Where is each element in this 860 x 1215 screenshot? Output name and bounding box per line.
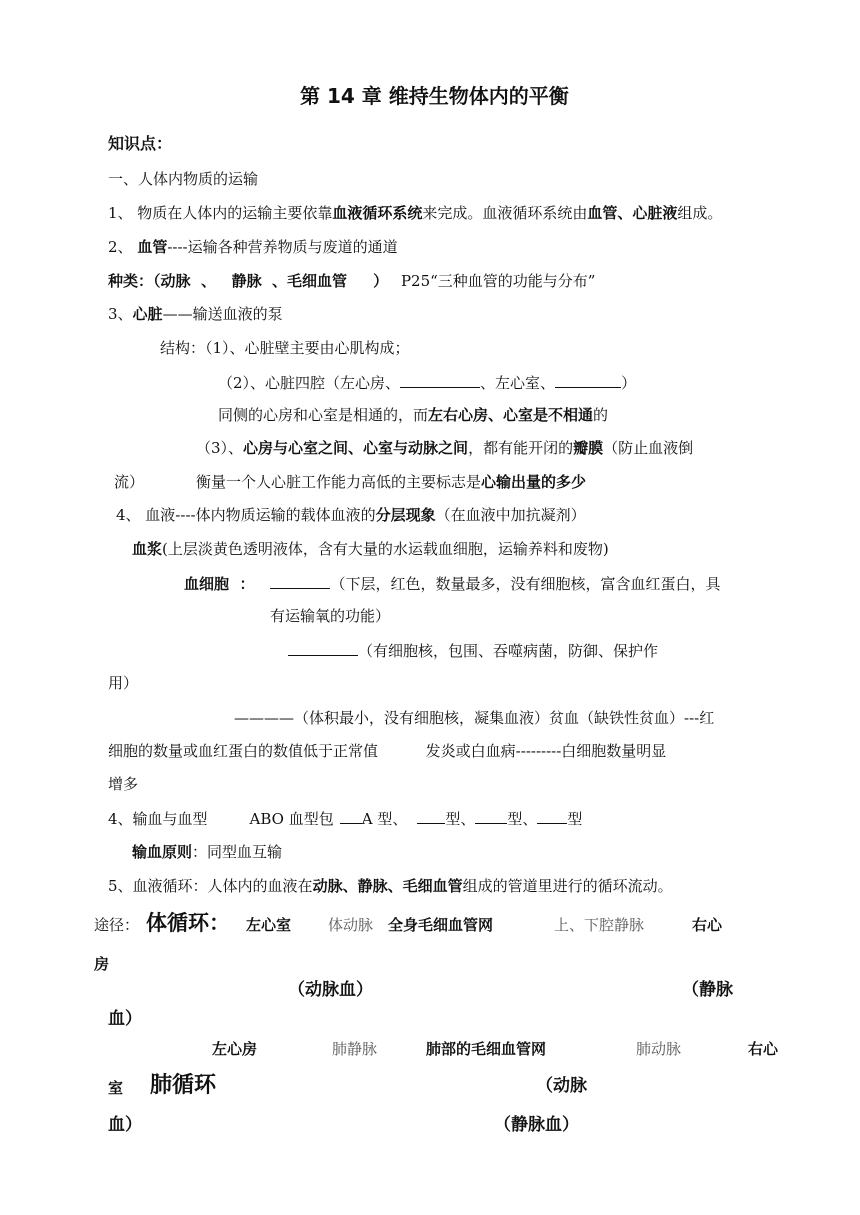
pulmonary-vein: 肺静脉 — [332, 1040, 378, 1058]
pulmonary-artery: 肺动脉 — [636, 1040, 682, 1058]
bold-term: 心脏 — [132, 305, 163, 323]
bold-term: 输血原则 — [132, 843, 193, 861]
bold-term: 血浆 — [132, 540, 163, 558]
right-atrium-wrap: 房 — [94, 955, 110, 973]
heart-structure-1: 结构：（1）、心脏壁主要由心肌构成； — [160, 339, 410, 357]
bold-term: 血液循环系统 — [332, 204, 423, 222]
fill-blank — [288, 640, 358, 656]
fill-blank — [417, 808, 445, 824]
heart-output-line — [114, 472, 586, 492]
bold-term: 瓣膜 — [573, 439, 604, 457]
left-ventricle: 左心室 — [246, 916, 292, 934]
right-ventricle: 右心 — [748, 1040, 779, 1058]
blood-type-line — [108, 808, 582, 829]
text: 组成。 — [677, 204, 723, 222]
text: 3、 — [108, 305, 133, 323]
paragraph-vessels — [108, 237, 398, 257]
body-capillaries: 全身毛细血管网 — [388, 916, 494, 934]
pulmonary-arterial-blood: （动脉 — [536, 1076, 587, 1096]
text: 型、 — [507, 810, 538, 828]
venous-blood-label: （静脉 — [682, 980, 733, 1000]
text: ：同型血互输 — [192, 843, 283, 861]
bold-term: 血管 — [137, 238, 168, 256]
heart-structure-note — [218, 405, 608, 425]
anemia-line: 细胞的数量或血红蛋白的数值低于正常值 发炎或白血病---------白细胞数量明显 — [108, 742, 667, 760]
text: （有细胞核，包围、吞噬病菌，防御、保护作 — [358, 642, 659, 660]
white-cell-continued: 用） — [108, 674, 139, 692]
fill-blank — [475, 808, 507, 824]
paragraph-transport — [108, 203, 722, 223]
venous-blood-wrap: 血） — [108, 1009, 142, 1029]
arterial-blood-label: （动脉血） — [288, 980, 373, 1000]
anemia-continued: 增多 — [108, 775, 139, 793]
text: 5、血液循环： — [108, 877, 208, 895]
vena-cava: 上、下腔静脉 — [554, 916, 645, 934]
text: 2、 — [108, 238, 138, 256]
text: 同侧的心房和心室是相通的，而 — [218, 406, 429, 424]
right-atrium: 右心 — [692, 916, 723, 934]
text: ） — [621, 374, 637, 392]
text: ABO 血型包 — [249, 810, 334, 828]
text: ----运输各种营养物质与废道的通道 — [167, 238, 398, 256]
pulmonary-circulation-title: 肺循环 — [150, 1073, 217, 1098]
text: （在血液中加抗凝剂） — [435, 506, 586, 524]
right-ventricle-wrap: 室 — [108, 1079, 124, 1097]
heart-structure-2 — [218, 372, 636, 393]
pulmonary-arterial-wrap: 血） — [108, 1115, 142, 1135]
left-atrium: 左心房 — [212, 1040, 258, 1058]
fill-blank — [270, 573, 330, 589]
path-label: 途径： — [94, 916, 140, 934]
text: 衡量一个人心脏工作能力高低的主要标志是 — [196, 473, 482, 491]
bold-term: 血管、心脏液 — [587, 204, 678, 222]
bold-term: 动脉、静脉、毛细血管 — [312, 877, 463, 895]
fill-blank — [555, 372, 621, 388]
fill-blank — [340, 808, 362, 824]
paragraph-vessel-types — [108, 271, 595, 291]
blood-cells-line — [184, 573, 720, 594]
page-title: 第 14 章 维持生物体内的平衡 — [300, 84, 569, 108]
text: 人体内的血液在 — [207, 877, 313, 895]
text: ——输送血液的泵 — [162, 305, 283, 323]
text: 4、 血液----体内物质运输的载体血液的 — [116, 506, 376, 524]
text: ，都有能开闭的 — [468, 439, 574, 457]
text: P25“三种血管的功能与分布” — [400, 272, 596, 290]
red-cell-continued: 有运输氧的功能） — [270, 607, 391, 625]
platelet-line: ————（体积最小，没有细胞核，凝集血液）贫血（缺铁性贫血）---红 — [234, 709, 715, 727]
heart-structure-3 — [196, 438, 693, 458]
text: （下层，红色，数量最多，没有细胞核，富含血红蛋白，具 — [330, 575, 721, 593]
text: 组成的管道里进行的循环流动。 — [462, 877, 673, 895]
section-heading: 一、人体内物质的运输 — [108, 170, 259, 188]
text: 的 — [593, 406, 609, 424]
text: 型 — [567, 810, 583, 828]
knowledge-label: 知识点： — [108, 134, 173, 153]
bold-term: 心房与心室之间、心室与动脉之间 — [243, 439, 469, 457]
fill-blank — [537, 808, 567, 824]
text: （2）、心脏四腔（左心房、 — [218, 374, 401, 392]
systemic-circulation-title: 体循环： — [146, 911, 230, 935]
transfusion-principle — [132, 842, 282, 862]
text: A 型、 — [361, 810, 408, 828]
bold-term: 心输出量的多少 — [481, 473, 587, 491]
text: 1、 物质在人体内的运输主要依靠 — [108, 204, 333, 222]
bold-term: 血细胞 ： — [184, 575, 255, 593]
text: 4、输血与血型 — [108, 810, 208, 828]
text: （3）、 — [196, 439, 244, 457]
bold-term: 分层现象 — [375, 506, 436, 524]
lung-capillaries: 肺部的毛细血管网 — [426, 1040, 547, 1058]
paragraph-blood — [116, 505, 586, 525]
white-cell-line — [288, 640, 658, 661]
text: 型、 — [445, 810, 476, 828]
plasma-line — [132, 539, 609, 559]
text: （防止血液倒 — [603, 439, 694, 457]
text: (上层淡黄色透明液体，含有大量的水运载血细胞，运输养料和废物) — [162, 540, 609, 558]
circulation-definition — [108, 876, 673, 896]
fill-blank — [400, 372, 480, 388]
bold-term: 种类：（动脉 、 静脉 、毛细血管 ） — [108, 272, 389, 290]
text: 、左心室、 — [480, 374, 556, 392]
text: 流） — [114, 473, 145, 491]
systemic-artery: 体动脉 — [328, 916, 374, 934]
bold-term: 左右心房、心室是不相通 — [428, 406, 594, 424]
text: 来完成。血液循环系统由 — [422, 204, 588, 222]
paragraph-heart — [108, 304, 283, 324]
pulmonary-venous-blood: （静脉血） — [494, 1115, 579, 1135]
